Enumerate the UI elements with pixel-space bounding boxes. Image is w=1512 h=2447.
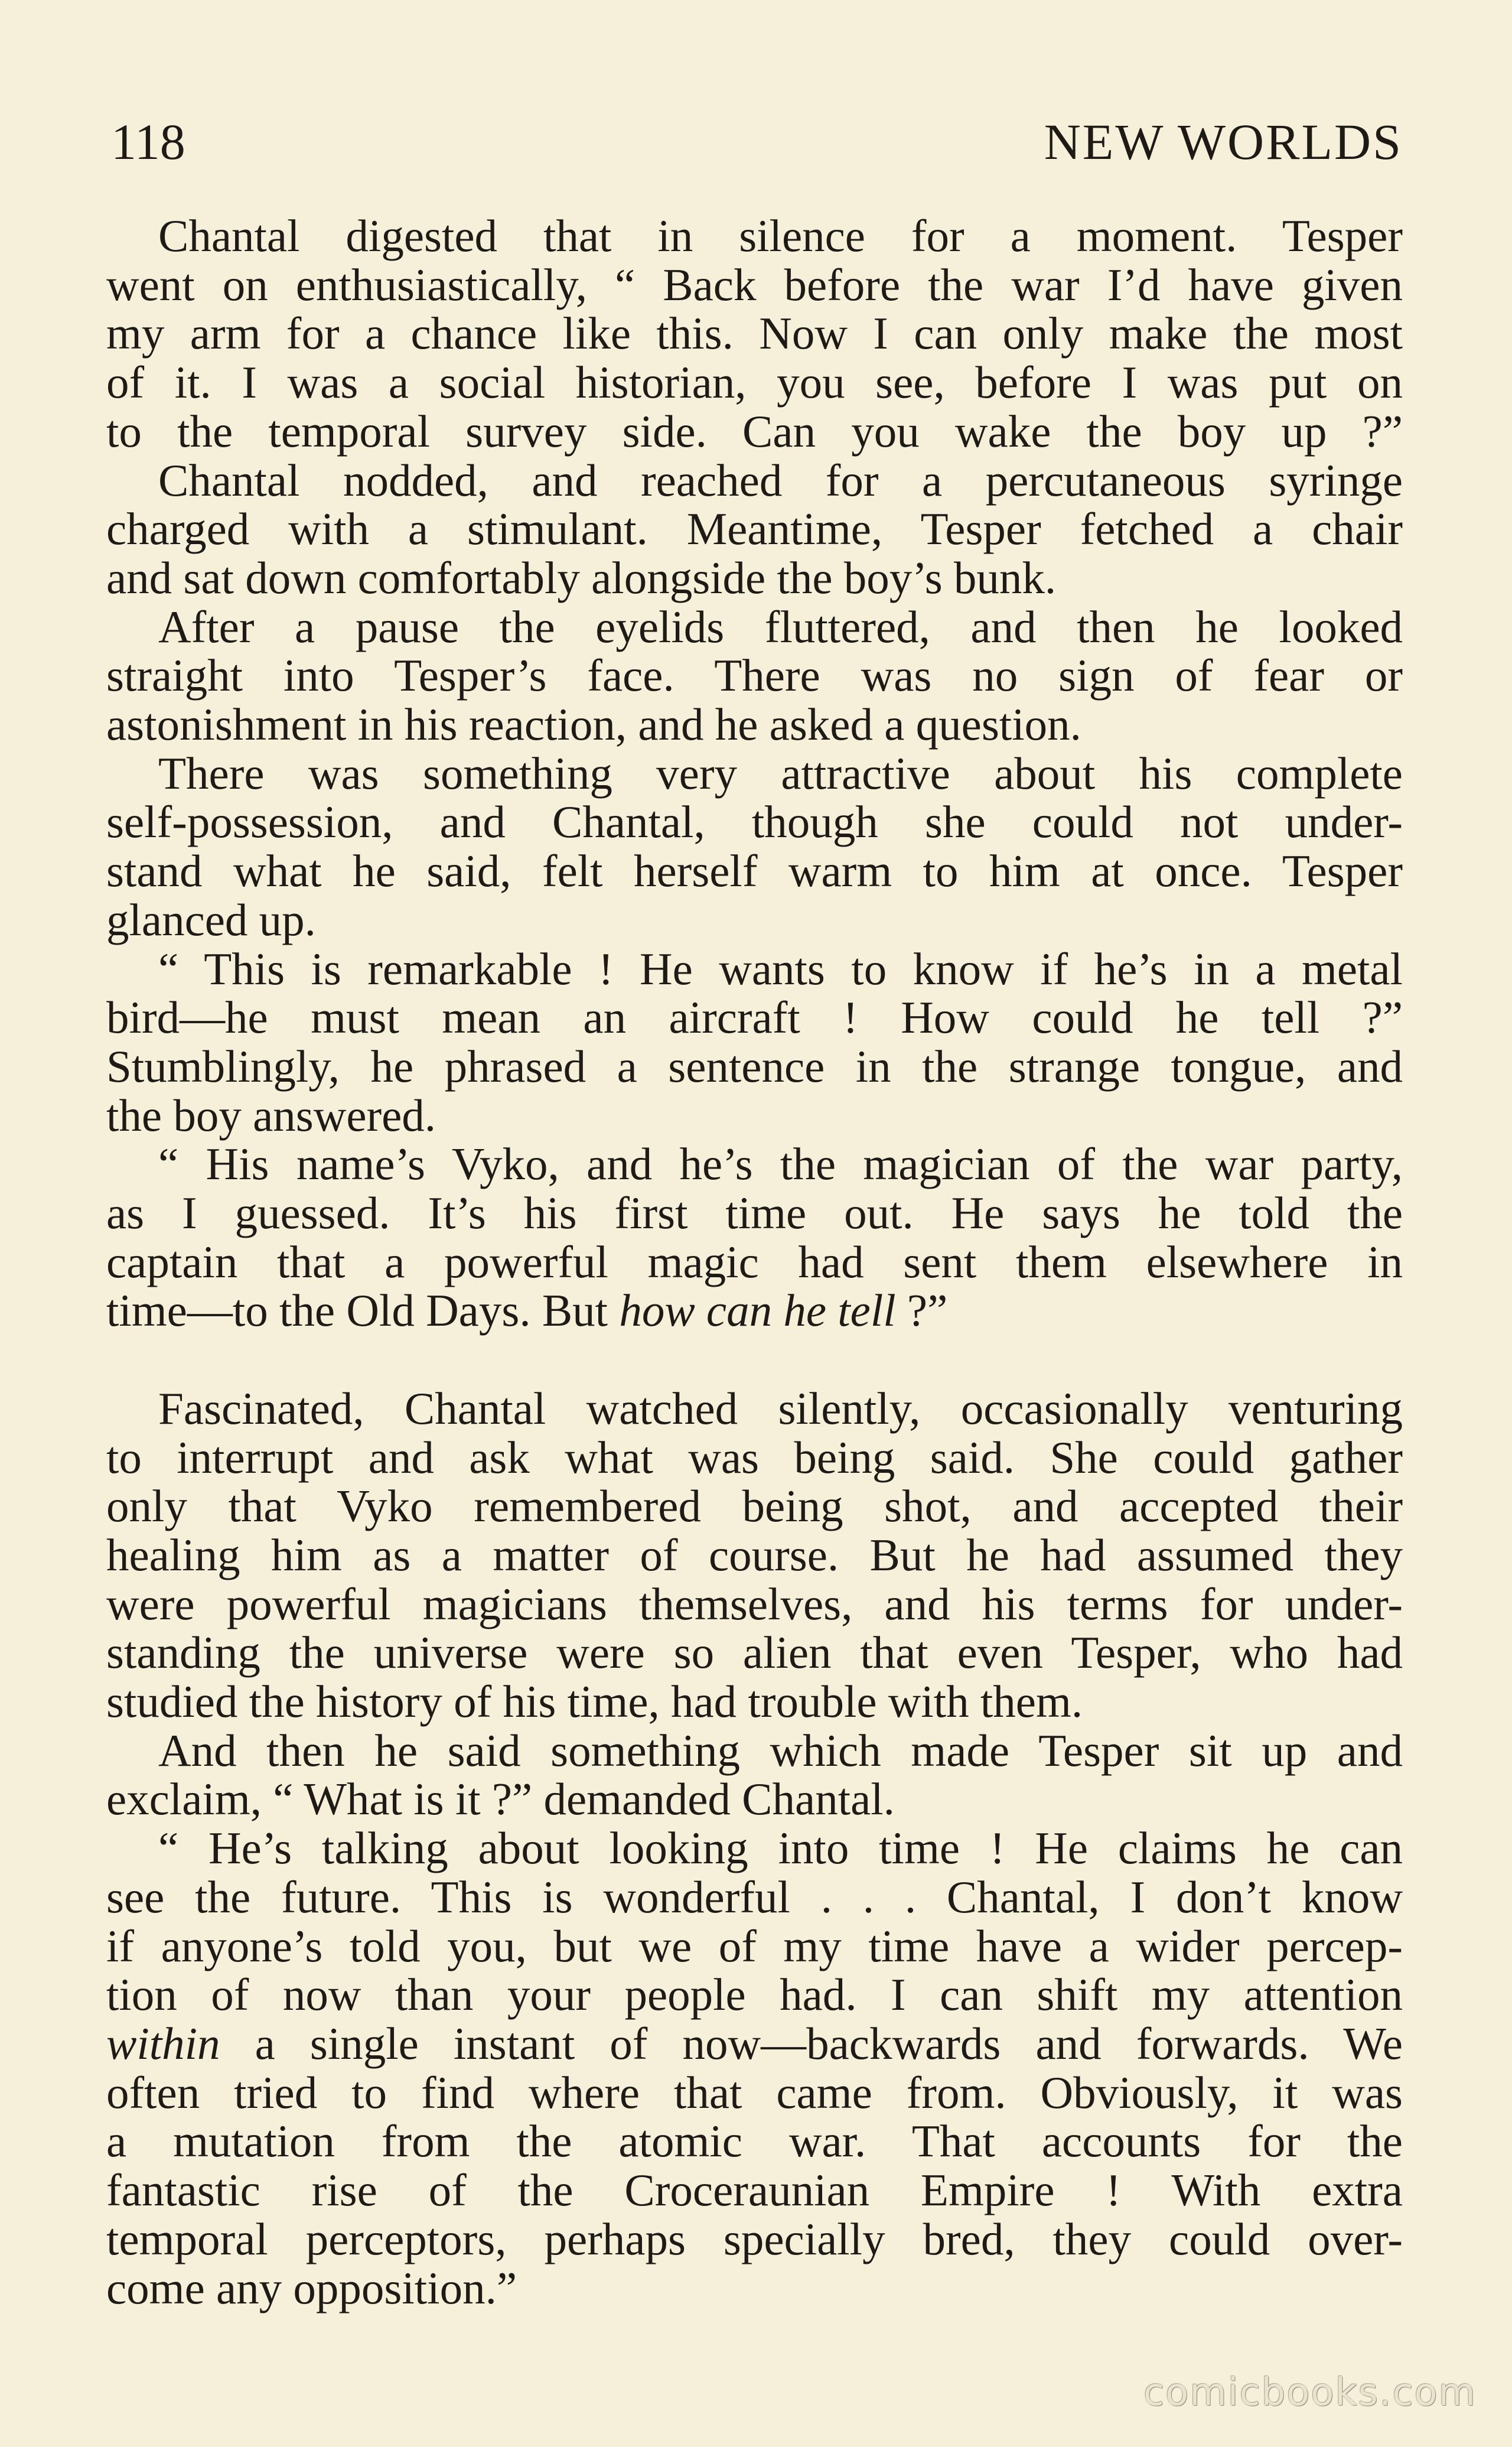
- page-number: 118: [111, 113, 185, 170]
- paragraph-8: [106, 1726, 1403, 1824]
- text-line: my arm for a chance like this. Now I can only make the most: [106, 308, 1403, 359]
- text-line: straight into Tesper’s face. There was no sign of fear or: [106, 650, 1403, 701]
- text-line: if anyone’s told you, but we of my time have a wider percep-: [106, 1920, 1403, 1971]
- text-line: exclaim, “ What is it ?” demanded Chantal.: [106, 1774, 895, 1825]
- italic-phrase: how can he tell: [619, 1285, 896, 1336]
- paragraph-2: [106, 456, 1403, 603]
- text-line: bird—he must mean an aircraft ! How could he tell ?”: [106, 992, 1403, 1043]
- text-line: often tried to find where that came from. Obviously, it was: [106, 2067, 1403, 2118]
- text-line: studied the history of his time, had trouble with them.: [106, 1676, 1083, 1727]
- text-segment: ?”: [895, 1285, 948, 1336]
- text-line: come any opposition.”: [106, 2262, 517, 2313]
- text-line: astonishment in his reaction, and he asked a question.: [106, 699, 1081, 750]
- paragraph-5: [106, 945, 1403, 1140]
- running-head: NEW WORLDS: [1044, 113, 1403, 170]
- text-line: Fascinated, Chantal watched silently, occasionally venturing: [158, 1382, 1403, 1434]
- text-line: captain that a powerful magic had sent them elsewhere in: [106, 1236, 1403, 1287]
- text-line: And then he said something which made Tesper sit up and: [158, 1724, 1403, 1776]
- text-line: and sat down comfortably alongside the boy’s bunk.: [106, 552, 1057, 603]
- text-line: Stumblingly, he phrased a sentence in the strange tongue, and: [106, 1040, 1403, 1092]
- paragraph-1: [106, 211, 1403, 456]
- text-line: were powerful magicians themselves, and his terms for under-: [106, 1578, 1403, 1629]
- paragraph-3: [106, 603, 1403, 749]
- text-line: [106, 1286, 1403, 1335]
- text-line: only that Vyko remembered being shot, and accepted their: [106, 1480, 1403, 1532]
- text-line: fantastic rise of the Croceraunian Empire ! With extra: [106, 2165, 1403, 2216]
- text-line: Chantal digested that in silence for a moment. Tesper: [158, 210, 1403, 261]
- text-line: of it. I was a social historian, you see, before I was put on: [106, 357, 1403, 408]
- italic-phrase: within: [106, 2018, 220, 2069]
- text-segment: a single instant of now—backwards and forwards. We: [220, 2018, 1403, 2069]
- text-line: to the temporal survey side. Can you wake the boy up ?”: [106, 405, 1403, 457]
- text-line: temporal perceptors, perhaps specially bred, they could over-: [106, 2213, 1403, 2264]
- text-line: There was something very attractive about his complete: [158, 747, 1403, 799]
- paragraph-6: [106, 1140, 1403, 1335]
- text-line: “ His name’s Vyko, and he’s the magician of the war party,: [158, 1138, 1403, 1190]
- page-header: [111, 112, 1403, 171]
- text-line: see the future. This is wonderful . . . Chantal, I don’t know: [106, 1871, 1403, 1922]
- body-text: [106, 211, 1403, 2312]
- paragraph-9: [106, 1824, 1403, 2312]
- text-line: the boy answered.: [106, 1089, 436, 1141]
- text-line: “ He’s talking about looking into time ! He claims he can: [158, 1823, 1403, 1874]
- watermark-logo: comicbooks.com: [1143, 2371, 1477, 2415]
- text-line: tion of now than your people had. I can shift my attention: [106, 1969, 1403, 2020]
- paragraph-4: [106, 749, 1403, 945]
- text-line: as I guessed. It’s his first time out. He says he told the: [106, 1187, 1403, 1239]
- text-line: went on enthusiastically, “ Back before the war I’d have given: [106, 259, 1403, 310]
- text-line: self-possession, and Chantal, though she could not under-: [106, 796, 1403, 848]
- text-line: “ This is remarkable ! He wants to know if he’s in a metal: [158, 943, 1403, 994]
- text-line: standing the universe were so alien that even Tesper, who had: [106, 1627, 1403, 1678]
- text-segment: time—to the Old Days. But: [106, 1285, 620, 1336]
- text-line: After a pause the eyelids fluttered, and then he looked: [158, 601, 1403, 652]
- paragraph-7: [106, 1384, 1403, 1726]
- text-line: to interrupt and ask what was being said. She could gather: [106, 1431, 1403, 1483]
- text-line: stand what he said, felt herself warm to him at once. Tesper: [106, 845, 1403, 897]
- text-line: charged with a stimulant. Meantime, Tesper fetched a chair: [106, 503, 1403, 555]
- section-break: [106, 1335, 1403, 1384]
- text-line: Chantal nodded, and reached for a percutaneous syringe: [158, 454, 1403, 506]
- text-line: [106, 2019, 1403, 2068]
- text-line: a mutation from the atomic war. That accounts for the: [106, 2116, 1403, 2167]
- text-line: glanced up.: [106, 894, 316, 945]
- text-line: healing him as a matter of course. But he had assumed they: [106, 1529, 1403, 1580]
